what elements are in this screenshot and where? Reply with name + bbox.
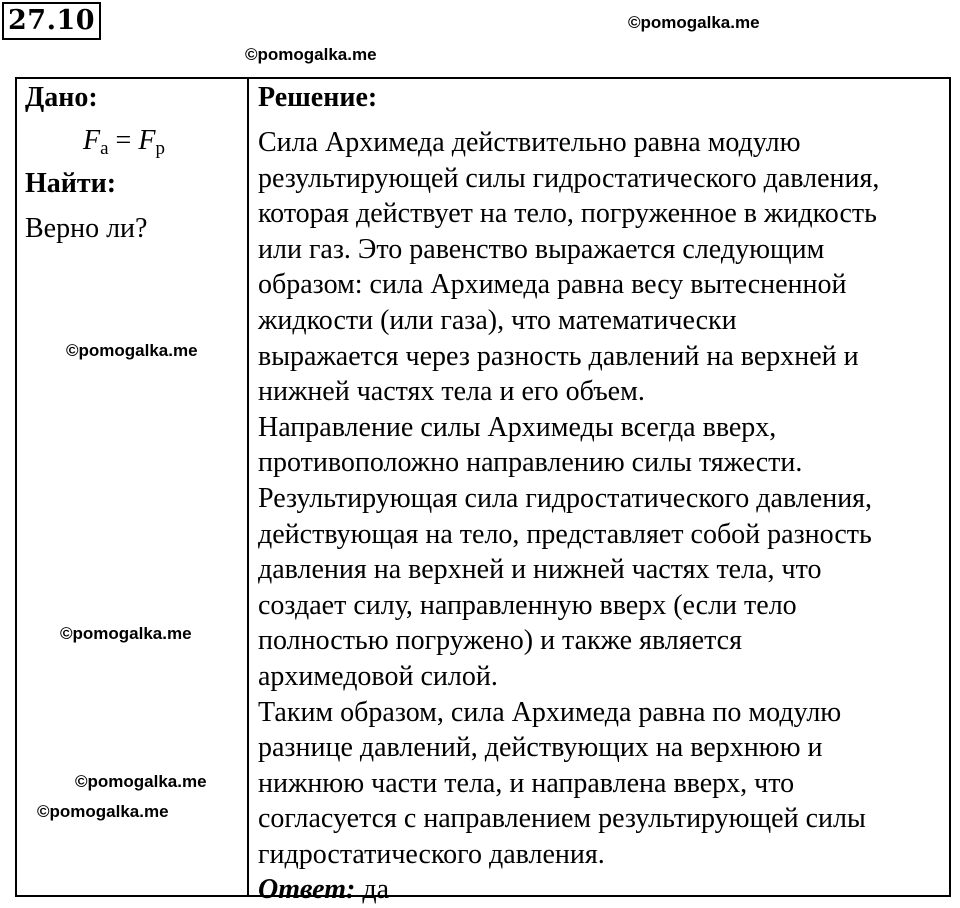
solution-heading: Решение: — [258, 82, 378, 113]
solution-line: Сила Архимеда действительно равна модулю — [258, 127, 801, 158]
solution-line: образом: сила Архимеда равна весу вытесненной — [258, 269, 847, 301]
solution-line: результирующей силы гидростатического давления, — [258, 162, 880, 194]
solution-text — [258, 125, 948, 908]
solution-line: жидкости (или газа), что математически — [258, 304, 737, 336]
solution-line: противоположно направлению силы тяжести. — [258, 447, 803, 479]
solution-line: Результирующая сила гидростатического давления, — [258, 482, 873, 514]
watermark-left-3: ©pomogalka.me — [75, 772, 207, 791]
formula-right-subscript: р — [155, 138, 165, 159]
formula-left-subscript: а — [100, 138, 109, 159]
problem-number: 27.10 — [2, 2, 101, 40]
given-column — [25, 80, 240, 247]
find-heading: Найти: — [25, 168, 117, 199]
watermark-left-4: ©pomogalka.me — [37, 802, 169, 821]
solution-line: гидростатического давления. — [258, 838, 605, 870]
solution-line: нижнюю части тела, и направлена вверх, что — [258, 767, 795, 799]
solution-line: давления на верхней и нижней частях тела, что — [258, 554, 822, 586]
find-question: Верно ли? — [25, 213, 148, 244]
solution-line: полностью погружено) и также является — [258, 625, 742, 657]
solution-line: выражается через разность давлений на верхней и — [258, 340, 859, 372]
answer-value: да — [362, 874, 390, 906]
solution-line: нижней частях тела и его объем. — [258, 376, 645, 408]
solution-line: которая действует на тело, погруженное в жидкость — [258, 198, 877, 230]
solution-line: архимедовой силой. — [258, 660, 498, 692]
solution-column — [258, 80, 948, 908]
given-heading: Дано: — [25, 82, 98, 113]
watermark-left-1: ©pomogalka.me — [66, 341, 198, 360]
solution-line: согласуется с направлением результирующей силы — [258, 803, 866, 835]
column-divider — [247, 77, 249, 897]
solution-line: создает силу, направленную вверх (если тело — [258, 589, 797, 621]
given-formula — [25, 116, 240, 166]
solution-line: Таким образом, сила Архимеда равна по модулю — [258, 696, 842, 728]
formula-right-symbol: F — [138, 125, 156, 156]
answer-line — [258, 872, 948, 908]
formula-left-symbol: F — [83, 125, 101, 156]
solution-line: Направление силы Архимеды всегда вверх, — [258, 411, 777, 443]
solution-line: действующая на тело, представляет собой разность — [258, 518, 872, 550]
solution-line: или газ. Это равенство выражается следующим — [258, 233, 825, 265]
answer-label: Ответ: — [258, 874, 356, 906]
watermark-left-2: ©pomogalka.me — [60, 624, 192, 643]
solution-line: разнице давлений, действующих на верхнюю и — [258, 732, 823, 764]
formula-operator: = — [115, 125, 132, 156]
watermark-top-center: ©pomogalka.me — [245, 45, 377, 64]
watermark-top-right: ©pomogalka.me — [628, 13, 760, 32]
